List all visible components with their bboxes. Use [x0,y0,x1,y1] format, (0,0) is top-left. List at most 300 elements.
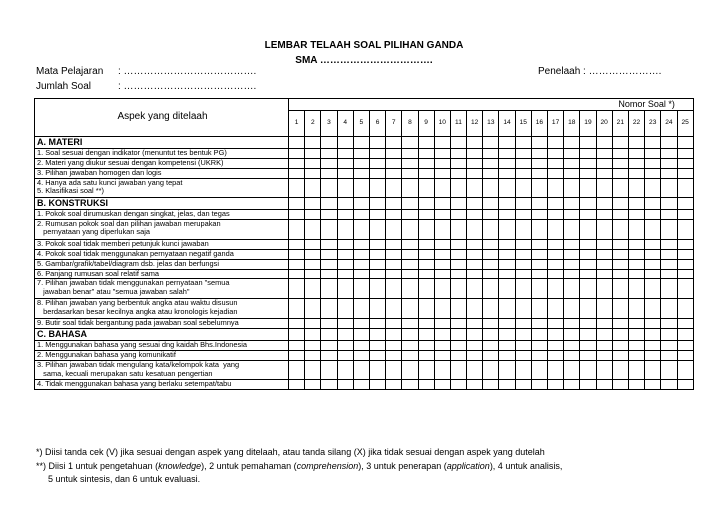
check-cell[interactable] [580,269,596,279]
check-cell[interactable] [450,319,466,329]
check-cell[interactable] [548,341,564,351]
check-cell[interactable] [305,299,321,319]
check-cell[interactable] [515,169,531,179]
check-cell[interactable] [483,149,499,159]
check-cell[interactable] [612,209,628,219]
check-cell[interactable] [305,259,321,269]
check-cell[interactable] [434,269,450,279]
check-cell[interactable] [596,249,612,259]
check-cell[interactable] [434,380,450,390]
check-cell[interactable] [531,249,547,259]
check-cell[interactable] [564,159,580,169]
check-cell[interactable] [612,178,628,197]
check-cell[interactable] [645,249,661,259]
check-cell[interactable] [515,149,531,159]
check-cell[interactable] [483,178,499,197]
check-cell[interactable] [434,239,450,249]
check-cell[interactable] [305,209,321,219]
check-cell[interactable] [418,380,434,390]
check-cell[interactable] [337,319,353,329]
check-cell[interactable] [369,149,385,159]
check-cell[interactable] [321,269,337,279]
check-cell[interactable] [661,249,677,259]
check-cell[interactable] [402,351,418,361]
check-cell[interactable] [305,351,321,361]
check-cell[interactable] [515,269,531,279]
check-cell[interactable] [548,149,564,159]
check-cell[interactable] [418,361,434,380]
check-cell[interactable] [499,249,515,259]
check-cell[interactable] [450,279,466,299]
check-cell[interactable] [386,169,402,179]
check-cell[interactable] [305,149,321,159]
check-cell[interactable] [353,351,369,361]
check-cell[interactable] [305,249,321,259]
check-cell[interactable] [612,341,628,351]
check-cell[interactable] [386,299,402,319]
check-cell[interactable] [661,239,677,249]
check-cell[interactable] [467,279,483,299]
check-cell[interactable] [661,361,677,380]
check-cell[interactable] [418,209,434,219]
check-cell[interactable] [321,219,337,239]
check-cell[interactable] [628,341,644,351]
check-cell[interactable] [548,178,564,197]
check-cell[interactable] [402,269,418,279]
check-cell[interactable] [369,269,385,279]
check-cell[interactable] [369,279,385,299]
mata-pelajaran-field[interactable]: : …………………………………. [118,66,257,77]
check-cell[interactable] [564,209,580,219]
check-cell[interactable] [645,279,661,299]
check-cell[interactable] [353,149,369,159]
check-cell[interactable] [645,178,661,197]
check-cell[interactable] [515,279,531,299]
check-cell[interactable] [531,159,547,169]
check-cell[interactable] [612,169,628,179]
check-cell[interactable] [628,361,644,380]
check-cell[interactable] [434,351,450,361]
check-cell[interactable] [596,361,612,380]
check-cell[interactable] [450,299,466,319]
check-cell[interactable] [483,351,499,361]
check-cell[interactable] [612,361,628,380]
check-cell[interactable] [321,351,337,361]
check-cell[interactable] [289,361,305,380]
check-cell[interactable] [661,209,677,219]
check-cell[interactable] [450,269,466,279]
check-cell[interactable] [369,319,385,329]
check-cell[interactable] [499,239,515,249]
check-cell[interactable] [467,269,483,279]
check-cell[interactable] [305,341,321,351]
check-cell[interactable] [628,259,644,269]
check-cell[interactable] [467,361,483,380]
check-cell[interactable] [499,299,515,319]
check-cell[interactable] [677,209,693,219]
check-cell[interactable] [434,259,450,269]
check-cell[interactable] [515,361,531,380]
check-cell[interactable] [450,351,466,361]
check-cell[interactable] [483,209,499,219]
check-cell[interactable] [612,159,628,169]
check-cell[interactable] [564,219,580,239]
check-cell[interactable] [531,299,547,319]
check-cell[interactable] [531,209,547,219]
check-cell[interactable] [677,361,693,380]
check-cell[interactable] [628,351,644,361]
check-cell[interactable] [337,279,353,299]
check-cell[interactable] [321,380,337,390]
check-cell[interactable] [321,361,337,380]
check-cell[interactable] [531,269,547,279]
check-cell[interactable] [628,169,644,179]
check-cell[interactable] [499,279,515,299]
check-cell[interactable] [677,299,693,319]
check-cell[interactable] [418,169,434,179]
check-cell[interactable] [677,169,693,179]
check-cell[interactable] [337,380,353,390]
check-cell[interactable] [499,178,515,197]
check-cell[interactable] [337,239,353,249]
check-cell[interactable] [483,341,499,351]
check-cell[interactable] [531,341,547,351]
check-cell[interactable] [596,351,612,361]
check-cell[interactable] [402,279,418,299]
check-cell[interactable] [548,299,564,319]
check-cell[interactable] [580,249,596,259]
check-cell[interactable] [369,219,385,239]
check-cell[interactable] [645,361,661,380]
check-cell[interactable] [321,299,337,319]
check-cell[interactable] [612,319,628,329]
check-cell[interactable] [596,319,612,329]
check-cell[interactable] [661,169,677,179]
check-cell[interactable] [564,249,580,259]
check-cell[interactable] [402,341,418,351]
check-cell[interactable] [305,178,321,197]
check-cell[interactable] [450,149,466,159]
check-cell[interactable] [402,159,418,169]
check-cell[interactable] [289,178,305,197]
check-cell[interactable] [386,269,402,279]
check-cell[interactable] [580,361,596,380]
check-cell[interactable] [434,159,450,169]
check-cell[interactable] [418,239,434,249]
check-cell[interactable] [483,299,499,319]
check-cell[interactable] [337,149,353,159]
check-cell[interactable] [596,380,612,390]
check-cell[interactable] [564,361,580,380]
check-cell[interactable] [661,178,677,197]
check-cell[interactable] [386,319,402,329]
check-cell[interactable] [596,149,612,159]
check-cell[interactable] [289,269,305,279]
check-cell[interactable] [612,259,628,269]
check-cell[interactable] [628,279,644,299]
check-cell[interactable] [289,169,305,179]
check-cell[interactable] [418,159,434,169]
check-cell[interactable] [450,209,466,219]
check-cell[interactable] [645,341,661,351]
check-cell[interactable] [402,169,418,179]
check-cell[interactable] [515,351,531,361]
check-cell[interactable] [353,159,369,169]
check-cell[interactable] [353,269,369,279]
check-cell[interactable] [515,299,531,319]
check-cell[interactable] [305,239,321,249]
check-cell[interactable] [580,239,596,249]
check-cell[interactable] [548,279,564,299]
check-cell[interactable] [467,319,483,329]
check-cell[interactable] [580,219,596,239]
check-cell[interactable] [450,341,466,351]
check-cell[interactable] [515,341,531,351]
check-cell[interactable] [515,178,531,197]
check-cell[interactable] [628,178,644,197]
check-cell[interactable] [467,249,483,259]
check-cell[interactable] [337,209,353,219]
check-cell[interactable] [467,178,483,197]
check-cell[interactable] [499,351,515,361]
check-cell[interactable] [289,299,305,319]
check-cell[interactable] [337,351,353,361]
check-cell[interactable] [645,219,661,239]
check-cell[interactable] [596,269,612,279]
check-cell[interactable] [661,380,677,390]
check-cell[interactable] [305,169,321,179]
check-cell[interactable] [612,351,628,361]
check-cell[interactable] [369,299,385,319]
check-cell[interactable] [434,249,450,259]
check-cell[interactable] [548,209,564,219]
check-cell[interactable] [418,279,434,299]
check-cell[interactable] [434,178,450,197]
check-cell[interactable] [467,299,483,319]
check-cell[interactable] [289,249,305,259]
check-cell[interactable] [353,319,369,329]
check-cell[interactable] [612,149,628,159]
check-cell[interactable] [386,209,402,219]
check-cell[interactable] [596,159,612,169]
check-cell[interactable] [337,361,353,380]
check-cell[interactable] [531,259,547,269]
check-cell[interactable] [531,219,547,239]
check-cell[interactable] [531,380,547,390]
check-cell[interactable] [418,319,434,329]
check-cell[interactable] [321,178,337,197]
check-cell[interactable] [645,169,661,179]
check-cell[interactable] [321,341,337,351]
check-cell[interactable] [337,219,353,239]
check-cell[interactable] [580,259,596,269]
check-cell[interactable] [580,279,596,299]
check-cell[interactable] [418,259,434,269]
check-cell[interactable] [289,341,305,351]
check-cell[interactable] [337,159,353,169]
check-cell[interactable] [645,319,661,329]
check-cell[interactable] [548,259,564,269]
check-cell[interactable] [580,159,596,169]
check-cell[interactable] [289,239,305,249]
check-cell[interactable] [353,279,369,299]
check-cell[interactable] [337,178,353,197]
check-cell[interactable] [434,219,450,239]
check-cell[interactable] [289,380,305,390]
check-cell[interactable] [564,319,580,329]
check-cell[interactable] [467,239,483,249]
check-cell[interactable] [289,259,305,269]
check-cell[interactable] [369,341,385,351]
check-cell[interactable] [402,219,418,239]
check-cell[interactable] [321,209,337,219]
check-cell[interactable] [369,159,385,169]
check-cell[interactable] [418,341,434,351]
check-cell[interactable] [564,239,580,249]
check-cell[interactable] [661,219,677,239]
check-cell[interactable] [353,259,369,269]
check-cell[interactable] [321,239,337,249]
check-cell[interactable] [418,178,434,197]
check-cell[interactable] [450,239,466,249]
check-cell[interactable] [386,159,402,169]
check-cell[interactable] [321,149,337,159]
check-cell[interactable] [677,279,693,299]
check-cell[interactable] [402,319,418,329]
jumlah-soal-field[interactable]: : …………………………………. [118,81,257,92]
check-cell[interactable] [612,279,628,299]
check-cell[interactable] [321,279,337,299]
check-cell[interactable] [677,159,693,169]
check-cell[interactable] [580,380,596,390]
check-cell[interactable] [548,239,564,249]
check-cell[interactable] [677,351,693,361]
check-cell[interactable] [434,279,450,299]
check-cell[interactable] [548,351,564,361]
check-cell[interactable] [531,319,547,329]
check-cell[interactable] [645,259,661,269]
check-cell[interactable] [418,249,434,259]
check-cell[interactable] [580,299,596,319]
check-cell[interactable] [305,269,321,279]
check-cell[interactable] [564,149,580,159]
check-cell[interactable] [418,351,434,361]
check-cell[interactable] [369,361,385,380]
check-cell[interactable] [531,169,547,179]
check-cell[interactable] [661,259,677,269]
check-cell[interactable] [483,259,499,269]
check-cell[interactable] [499,169,515,179]
check-cell[interactable] [628,319,644,329]
check-cell[interactable] [645,159,661,169]
check-cell[interactable] [596,239,612,249]
check-cell[interactable] [612,299,628,319]
check-cell[interactable] [531,351,547,361]
check-cell[interactable] [434,341,450,351]
check-cell[interactable] [661,319,677,329]
check-cell[interactable] [499,361,515,380]
check-cell[interactable] [628,219,644,239]
check-cell[interactable] [677,341,693,351]
check-cell[interactable] [564,269,580,279]
check-cell[interactable] [289,279,305,299]
check-cell[interactable] [499,259,515,269]
check-cell[interactable] [483,219,499,239]
check-cell[interactable] [515,380,531,390]
check-cell[interactable] [305,279,321,299]
check-cell[interactable] [596,178,612,197]
check-cell[interactable] [289,351,305,361]
check-cell[interactable] [386,219,402,239]
check-cell[interactable] [483,319,499,329]
check-cell[interactable] [353,299,369,319]
check-cell[interactable] [353,209,369,219]
check-cell[interactable] [450,178,466,197]
check-cell[interactable] [467,341,483,351]
check-cell[interactable] [353,380,369,390]
check-cell[interactable] [515,219,531,239]
check-cell[interactable] [499,209,515,219]
check-cell[interactable] [418,219,434,239]
check-cell[interactable] [677,239,693,249]
check-cell[interactable] [548,219,564,239]
check-cell[interactable] [661,351,677,361]
check-cell[interactable] [321,259,337,269]
check-cell[interactable] [661,159,677,169]
check-cell[interactable] [337,269,353,279]
check-cell[interactable] [515,259,531,269]
check-cell[interactable] [402,209,418,219]
check-cell[interactable] [499,380,515,390]
check-cell[interactable] [483,380,499,390]
check-cell[interactable] [483,269,499,279]
check-cell[interactable] [645,209,661,219]
check-cell[interactable] [677,219,693,239]
check-cell[interactable] [467,351,483,361]
check-cell[interactable] [677,269,693,279]
check-cell[interactable] [677,149,693,159]
check-cell[interactable] [612,239,628,249]
check-cell[interactable] [548,361,564,380]
check-cell[interactable] [418,269,434,279]
check-cell[interactable] [467,149,483,159]
check-cell[interactable] [353,361,369,380]
check-cell[interactable] [386,239,402,249]
check-cell[interactable] [548,249,564,259]
check-cell[interactable] [548,159,564,169]
check-cell[interactable] [580,169,596,179]
check-cell[interactable] [321,169,337,179]
check-cell[interactable] [580,341,596,351]
check-cell[interactable] [321,249,337,259]
check-cell[interactable] [369,380,385,390]
check-cell[interactable] [434,209,450,219]
check-cell[interactable] [369,178,385,197]
check-cell[interactable] [628,380,644,390]
check-cell[interactable] [353,169,369,179]
check-cell[interactable] [434,169,450,179]
check-cell[interactable] [596,169,612,179]
check-cell[interactable] [628,249,644,259]
check-cell[interactable] [564,279,580,299]
check-cell[interactable] [467,209,483,219]
check-cell[interactable] [596,299,612,319]
check-cell[interactable] [369,249,385,259]
check-cell[interactable] [580,209,596,219]
check-cell[interactable] [353,219,369,239]
penelaah-field[interactable]: Penelaah : …………………. [538,66,662,77]
check-cell[interactable] [499,341,515,351]
